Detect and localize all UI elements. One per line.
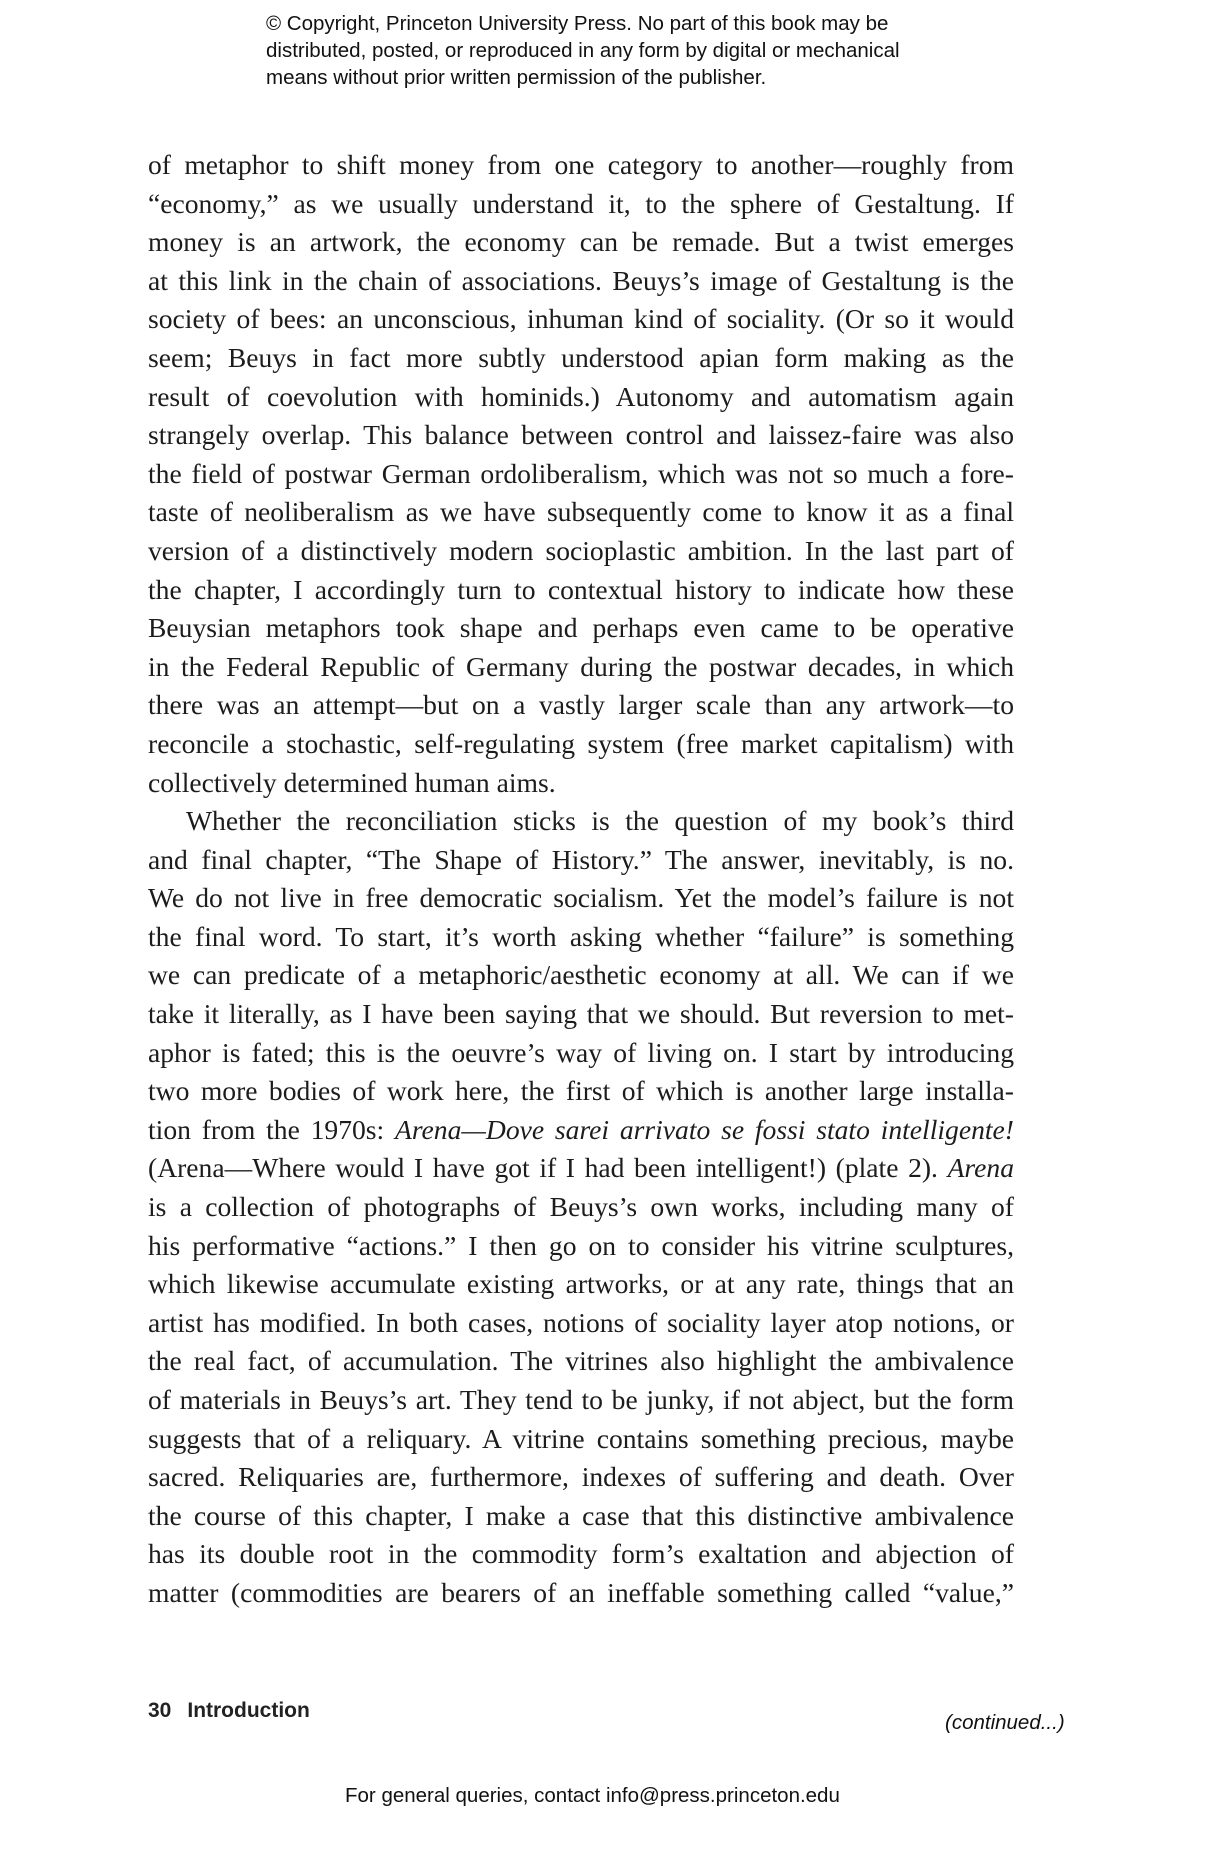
text-line: matter (commodities are bearers of an ineffable something called “value,” <box>148 1576 1014 1608</box>
text-line: the final word. To start, it’s worth asking whether “failure” is something <box>148 920 1014 952</box>
text-segment: (Arena—Where would I have got if I had been intelligent!) (plate 2). <box>148 1152 948 1184</box>
copyright-line: © Copyright, Princeton University Press. No part of this book may be <box>266 12 889 35</box>
text-segment: tion from the 1970s: <box>148 1113 395 1145</box>
text-line: seem; Beuys in fact more subtly understood apian form making as the <box>148 341 1014 373</box>
text-line: sacred. Reliquaries are, furthermore, indexes of suffering and death. Over <box>148 1461 1014 1493</box>
text-line: two more bodies of work here, the first of which is another large installa- <box>148 1075 1014 1107</box>
copyright-line: means without prior written permission of the publisher. <box>266 66 767 89</box>
text-line: money is an artwork, the economy can be remade. But a twist emerges <box>148 226 1014 258</box>
text-line: collectively determined human aims. <box>148 766 556 798</box>
text-line-mixed <box>148 1111 1014 1150</box>
text-line: in the Federal Republic of Germany during the postwar decades, in which <box>148 650 1014 682</box>
text-line: the chapter, I accordingly turn to contextual history to indicate how these <box>148 573 1014 605</box>
text-line: suggests that of a reliquary. A vitrine contains something precious, maybe <box>148 1422 1014 1454</box>
text-line: strangely overlap. This balance between control and laissez-faire was also <box>148 419 1014 451</box>
copyright-line: distributed, posted, or reproduced in any form by digital or mechanical <box>266 39 900 62</box>
body-text <box>148 146 1014 1613</box>
text-line: version of a distinctively modern socioplastic ambition. In the last part of <box>148 534 1014 566</box>
text-line: at this link in the chain of associations. Beuys’s image of Gestaltung is the <box>148 264 1014 296</box>
text-line: the field of postwar German ordoliberalism, which was not so much a fore- <box>148 457 1014 489</box>
text-line: and final chapter, “The Shape of History.” The answer, inevitably, is no. <box>148 843 1014 875</box>
section-title: Introduction <box>187 1699 310 1722</box>
text-line: “economy,” as we usually understand it, to the sphere of Gestaltung. If <box>148 187 1014 219</box>
copyright-notice <box>266 10 1006 91</box>
text-line: of metaphor to shift money from one category to another—roughly from <box>148 149 1014 180</box>
text-line: which likewise accumulate existing artworks, or at any rate, things that an <box>148 1268 1014 1300</box>
text-line: Beuysian metaphors took shape and perhaps even came to be operative <box>148 612 1014 644</box>
text-line: of materials in Beuys’s art. They tend to be junky, if not abject, but the form <box>148 1384 1014 1415</box>
text-line: reconcile a stochastic, self-regulating system (free market capitalism) with <box>148 727 1014 759</box>
text-line: the real fact, of accumulation. The vitrines also highlight the ambivalence <box>148 1345 1014 1377</box>
text-line: there was an attempt—but on a vastly larger scale than any artwork—to <box>148 689 1014 721</box>
text-line: result of coevolution with hominids.) Autonomy and automatism again <box>148 380 1014 412</box>
text-line: is a collection of photographs of Beuys’s own works, including many of <box>148 1191 1014 1223</box>
text-line: take it literally, as I have been saying that we should. But reversion to met- <box>148 998 1014 1030</box>
text-line: has its double root in the commodity form’s exaltation and abjection of <box>148 1538 1014 1570</box>
text-line: aphor is fated; this is the oeuvre’s way of living on. I start by introducing <box>148 1036 1014 1068</box>
continued-note: (continued...) <box>945 1711 1065 1734</box>
italic-title: Arena—Dove sarei arrivato se fossi stato intelligente! <box>394 1113 1014 1145</box>
text-line: Whether the reconciliation sticks is the question of my book’s third <box>186 805 1014 837</box>
running-footer <box>148 1699 310 1723</box>
text-line-mixed <box>148 1149 1014 1188</box>
text-line: society of bees: an unconscious, inhuman kind of sociality. (Or so it would <box>148 303 1014 335</box>
italic-title: Arena <box>947 1152 1014 1184</box>
text-line: artist has modified. In both cases, notions of sociality layer atop notions, or <box>148 1306 1014 1338</box>
contact-line: For general queries, contact info@press.princeton.edu <box>345 1784 840 1807</box>
text-line: We do not live in free democratic socialism. Yet the model’s failure is not <box>148 882 1014 914</box>
text-line: his performative “actions.” I then go on to consider his vitrine sculptures, <box>148 1229 1014 1261</box>
text-line: the course of this chapter, I make a case that this distinctive ambivalence <box>148 1499 1014 1531</box>
text-line: we can predicate of a metaphoric/aesthetic economy at all. We can if we <box>148 959 1014 991</box>
page-number: 30 <box>148 1699 172 1722</box>
text-line: taste of neoliberalism as we have subsequently come to know it as a final <box>148 496 1014 528</box>
